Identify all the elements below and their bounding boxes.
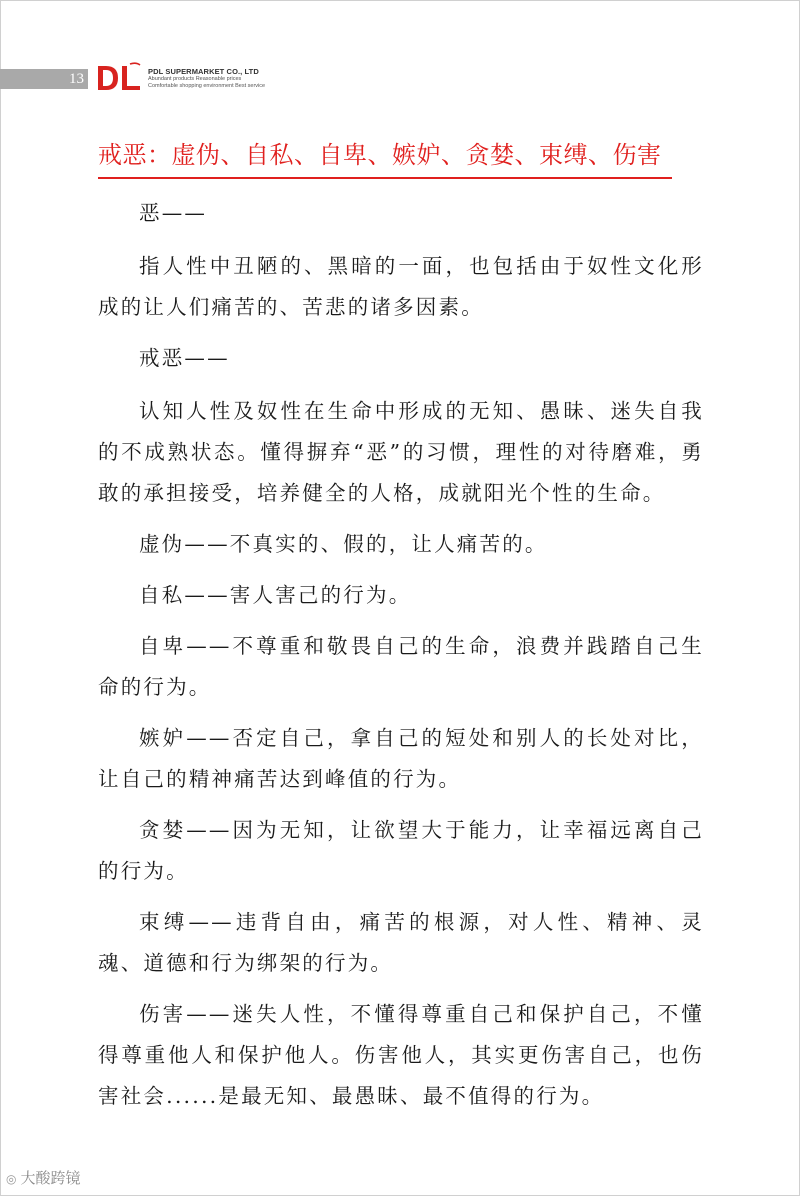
item-hypocrisy: 虚伪——不真实的、假的，让人痛苦的。 <box>139 532 548 556</box>
definition-evil: 指人性中丑陋的、黑暗的一面，也包括由于奴性文化形成的让人们痛苦的、苦悲的诸多因素。 <box>98 254 704 319</box>
definition-heading-evil: 恶—— <box>139 201 208 225</box>
definition-abstain: 认知人性及奴性在生命中形成的无知、愚昧、迷失自我的不成熟状态。懂得摒弃“恶”的习惯，理性的对待磨难，勇敢的承担接受，培养健全的人格，成就阳光个性的生命。 <box>98 399 704 505</box>
item-selfishness: 自私——害人害己的行为。 <box>139 583 412 607</box>
logo-company-name: PDL SUPERMARKET CO., LTD <box>148 67 259 76</box>
logo-slogan-line-2: Comfortable shopping environment Best service <box>148 82 266 89</box>
logo-text <box>148 67 266 89</box>
item-greed: 贪婪——因为无知，让欲望大于能力，让幸福远离自己的行为。 <box>98 818 704 883</box>
watermark-text: 大酸跨镜 <box>20 1169 81 1187</box>
page-number: 13 <box>69 71 84 87</box>
item-constraint: 束缚——违背自由，痛苦的根源，对人性、精神、灵魂、道德和行为绑架的行为。 <box>98 910 704 975</box>
logo-slogan-line-1: Abundant products Reasonable prices <box>148 76 242 82</box>
title-underline <box>98 177 672 179</box>
company-logo <box>96 62 266 92</box>
watermark-icon: ◎ <box>6 1172 17 1186</box>
page-title: 戒恶：虚伪、自私、自卑、嫉妒、贪婪、束缚、伤害 <box>98 141 662 169</box>
definition-heading-abstain: 戒恶—— <box>139 346 230 370</box>
item-inferiority: 自卑——不尊重和敬畏自己的生命，浪费并践踏自己生命的行为。 <box>98 634 704 699</box>
page-border-left <box>0 0 1 1196</box>
watermark <box>6 1168 116 1188</box>
item-jealousy: 嫉妒——否定自己，拿自己的短处和别人的长处对比，让自己的精神痛苦达到峰值的行为。 <box>98 726 704 791</box>
page-border-top <box>0 0 800 1</box>
item-harm: 伤害——迷失人性，不懂得尊重自己和保护自己，不懂得尊重他人和保护他人。伤害他人，其实更伤害自己，也伤害社会......是最无知、最愚昧、最不值得的行为。 <box>98 1002 704 1108</box>
body-text <box>98 193 704 1127</box>
dl-logo-mark <box>96 62 144 92</box>
